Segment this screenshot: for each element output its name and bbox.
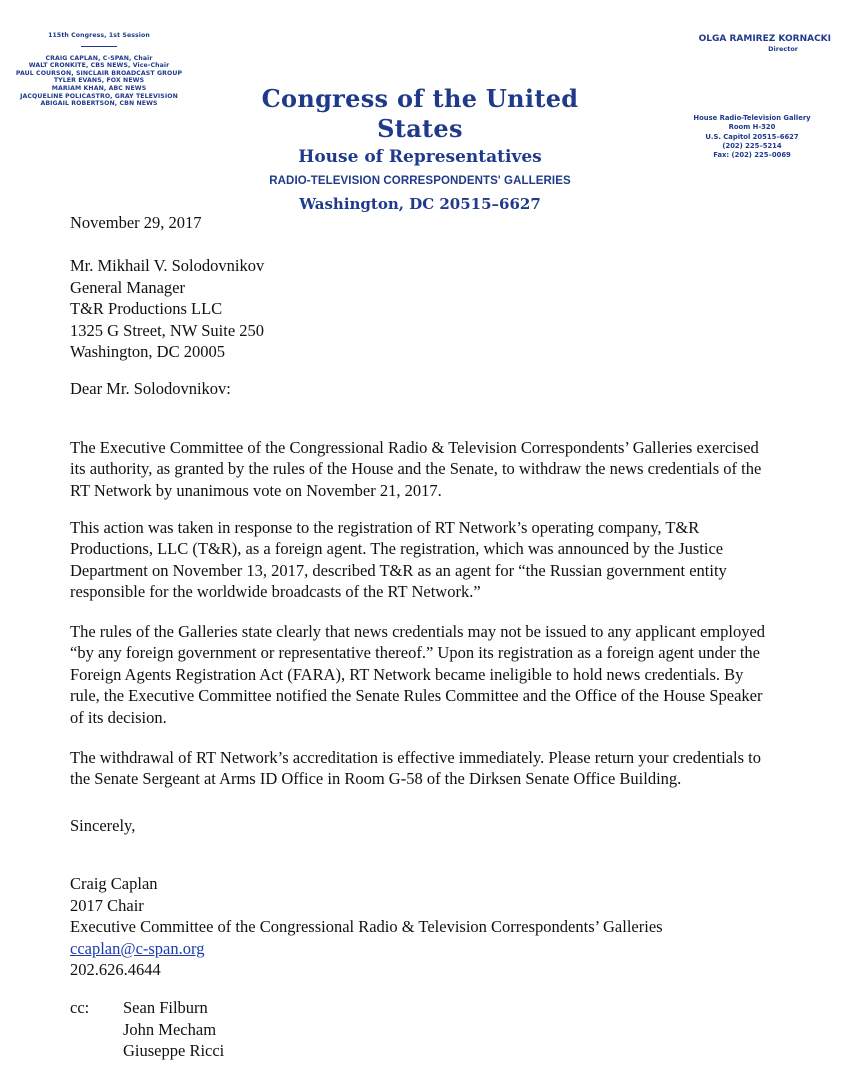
member-line: PAUL COURSON, SINCLAIR BROADCAST GROUP xyxy=(15,69,183,77)
address-line: House Radio-Television Gallery xyxy=(693,114,811,122)
house-heading: House of Representatives xyxy=(298,147,542,167)
address-line: U.S. Capitol 20515–6627 xyxy=(705,132,799,141)
member-line: TYLER EVANS, FOX NEWS xyxy=(53,77,145,85)
cc-name: Sean Filburn xyxy=(123,998,208,1017)
signer-name: Craig Caplan xyxy=(70,874,158,893)
recipient-line: Mr. Mikhail V. Solodovnikov xyxy=(70,256,265,275)
divider xyxy=(81,46,117,47)
member-line: MARIAM KHAN, ABC NEWS xyxy=(51,84,147,92)
recipient-line: 1325 G Street, NW Suite 250 xyxy=(70,320,265,340)
member-line: WALT CRONKITE, CBS NEWS, Vice-Chair xyxy=(28,62,170,70)
address-line: Room H-320 xyxy=(728,123,776,132)
paragraph: The withdrawal of RT Network’s accreditation is effective immediately. Please return your credentials to the Senate Sergeant at Arms ID Office in Room G-58 of the Dirksen Senate Office Building. xyxy=(70,747,762,788)
congress-heading: Congress of the United States xyxy=(261,84,579,143)
signer-email-link[interactable]: ccaplan@c-span.org xyxy=(70,938,205,958)
director-name: OLGA RAMIREZ KORNACKI xyxy=(698,34,831,44)
member-line: CRAIG CAPLAN, C-SPAN, Chair xyxy=(45,54,153,62)
closing: Sincerely, xyxy=(70,816,136,835)
cc-label: cc: xyxy=(70,998,90,1017)
paragraph: This action was taken in response to the registration of RT Network’s operating company, T&R Productions, LLC (T&R), as a foreign agent. The registration, which was announced by the Justice Department on November 13, 2017, described T&R as an agent for “the Russian government entity responsible for the worldwide broadcasts of the RT Network.” xyxy=(70,517,727,601)
signer-organization: Executive Committee of the Congressional Radio & Television Correspondents’ Galleries xyxy=(70,917,663,936)
director-block xyxy=(591,33,831,54)
member-line: JACQUELINE POLICASTRO, GRAY TELEVISION xyxy=(20,92,178,100)
signer-phone: 202.626.4644 xyxy=(70,960,161,979)
cc-name: John Mecham xyxy=(123,1019,217,1039)
committee-members-block xyxy=(6,32,192,108)
galleries-heading: RADIO-TELEVISION CORRESPONDENTS' GALLERIES xyxy=(269,175,571,187)
recipient-line: General Manager xyxy=(70,277,185,297)
city-heading: Washington, DC 20515–6627 xyxy=(299,195,541,213)
paragraph: The Executive Committee of the Congressional Radio & Television Correspondents’ Galleries exercised its authority, as granted by the rules of the House and the Senate, to withdraw the news credentials of the RT Network by unanimous vote on November 21, 2017. xyxy=(70,437,762,500)
letterhead-title xyxy=(220,84,620,216)
paragraph: The rules of the Galleries state clearly that news credentials may not be issued to any applicant employed “by any foreign government or representative thereof.” Upon its registration as a foreign agent under the Foreign Agents Registration Act (FARA), RT Network became ineligible to hold news credentials. By rule, the Executive Committee notified the Senate Rules Committee and the Office of the House Speaker of its decision. xyxy=(70,621,766,727)
letter-date: November 29, 2017 xyxy=(70,213,202,232)
recipient-line: Washington, DC 20005 xyxy=(70,342,225,361)
cc-name: Giuseppe Ricci xyxy=(123,1041,225,1060)
recipient-address xyxy=(70,255,264,363)
member-line: ABIGAIL ROBERTSON, CBN NEWS xyxy=(40,100,158,108)
gallery-address-block xyxy=(672,114,832,160)
address-line: (202) 225–5214 xyxy=(722,141,782,150)
cc-list xyxy=(123,997,224,1062)
signature-block xyxy=(70,873,663,981)
address-line: Fax: (202) 225–0069 xyxy=(713,151,791,160)
director-title: Director xyxy=(768,45,798,53)
salutation: Dear Mr. Solodovnikov: xyxy=(70,379,231,398)
signer-title: 2017 Chair xyxy=(70,895,144,915)
session-label: 115th Congress, 1st Session xyxy=(48,32,150,39)
recipient-line: T&R Productions LLC xyxy=(70,299,223,318)
